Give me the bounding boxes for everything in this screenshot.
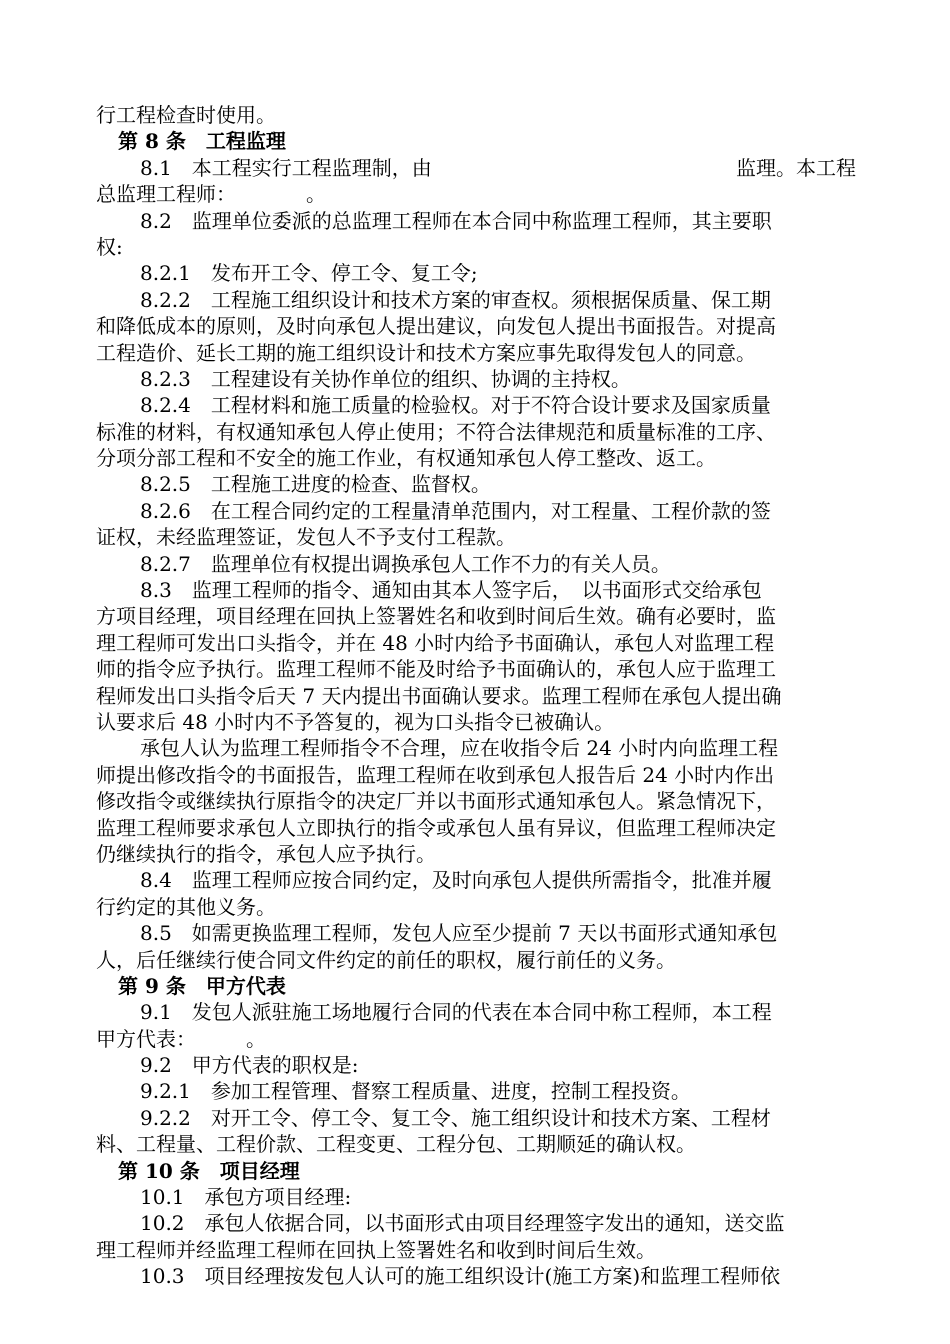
text-fragment: 监理。本工程 <box>736 155 856 180</box>
text-line: 证权，未经监理签证，发包人不予支付工程款。 <box>96 525 516 550</box>
text-line: 9.2.1 参加工程管理、督察工程质量、进度，控制工程投资。 <box>140 1079 691 1104</box>
text-line: 人，后任继续行使合同文件约定的前任的职权，履行前任的义务。 <box>96 947 676 972</box>
text-line: 分项分部工程和不安全的施工作业，有权通知承包人停工整改、返工。 <box>96 446 716 471</box>
text-line: 理工程师可发出口头指令，并在 48 小时内给予书面确认，承包人对监理工程 <box>96 630 775 655</box>
text-line: 监理工程师要求承包人立即执行的指令或承包人虽有异议，但监理工程师决定 <box>96 815 776 840</box>
text-line: 行约定的其他义务。 <box>96 894 276 919</box>
text-line: 9.2.2 对开工令、停工令、复工令、施工组织设计和技术方案、工程材 <box>140 1105 771 1130</box>
article-9-heading: 第 9 条 甲方代表 <box>118 973 286 998</box>
text-line: 理工程师并经监理工程师在回执上签署姓名和收到时间后生效。 <box>96 1237 656 1262</box>
text-line: 9.1 发包人派驻施工场地履行合同的代表在本合同中称工程师，本工程 <box>140 1000 772 1025</box>
text-line: 8.2.5 工程施工进度的检查、监督权。 <box>140 472 491 497</box>
text-line: 权: <box>96 234 123 259</box>
text-line: 8.2.4 工程材料和施工质量的检验权。对于不符合设计要求及国家质量 <box>140 393 771 418</box>
text-line: 认要求后 48 小时内不予答复的，视为口头指令已被确认。 <box>96 709 615 734</box>
text-line: 10.3 项目经理按发包人认可的施工组织设计(施工方案)和监理工程师依 <box>140 1264 781 1289</box>
text-line: 标准的材料，有权通知承包人停止使用；不符合法律规范和质量标准的工序、 <box>96 419 776 444</box>
text-line: 师提出修改指令的书面报告，监理工程师在收到承包人报告后 24 小时内作出 <box>96 762 775 787</box>
text-line: 8.2.3 工程建设有关协作单位的组织、协调的主持权。 <box>140 366 631 391</box>
text-line: 承包人认为监理工程师指令不合理，应在收指令后 24 小时内向监理工程 <box>140 736 779 761</box>
text-line: 程师发出口头指令后天 7 天内提出书面确认要求。监理工程师在承包人提出确 <box>96 683 782 708</box>
text-line: 10.2 承包人依据合同，以书面形式由项目经理签字发出的通知，送交监 <box>140 1211 785 1236</box>
text-fragment: 8.1 本工程实行工程监理制，由 <box>140 155 432 180</box>
text-line: 8.2.2 工程施工组织设计和技术方案的审查权。须根据保质量、保工期 <box>140 287 771 312</box>
text-line <box>96 155 856 181</box>
text-line: 8.4 监理工程师应按合同约定，及时向承包人提供所需指令，批准并履 <box>140 868 772 893</box>
text-line: 10.1 承包方项目经理: <box>140 1185 352 1210</box>
text-line: 8.2.6 在工程合同约定的工程量清单范围内，对工程量、工程价款的签 <box>140 498 771 523</box>
text-line: 8.2 监理单位委派的总监理工程师在本合同中称监理工程师，其主要职 <box>140 208 772 233</box>
article-8-heading: 第 8 条 工程监理 <box>118 129 286 154</box>
text-line: 8.2.7 监理单位有权提出调换承包人工作不力的有关人员。 <box>140 551 671 576</box>
text-line: 仍继续执行的指令，承包人应予执行。 <box>96 841 436 866</box>
text-line: 方项目经理，项目经理在回执上签署姓名和收到时间后生效。确有必要时，监 <box>96 604 776 629</box>
text-line: 和降低成本的原则，及时向承包人提出建议，向发包人提出书面报告。对提高 <box>96 314 776 339</box>
text-line: 8.2.1 发布开工令、停工令、复工令; <box>140 261 478 286</box>
text-line: 甲方代表： 。 <box>96 1026 266 1051</box>
text-line: 料、工程量、工程价款、工程变更、工程分包、工期顺延的确认权。 <box>96 1132 696 1157</box>
contract-page <box>96 102 856 1290</box>
text-line: 8.3 监理工程师的指令、通知由其本人签字后， 以书面形式交给承包 <box>140 578 762 603</box>
text-line: 修改指令或继续执行原指令的决定厂并以书面形式通知承包人。紧急情况下， <box>96 789 776 814</box>
text-line: 8.5 如需更换监理工程师，发包人应至少提前 7 天以书面形式通知承包 <box>140 921 778 946</box>
text-line: 行工程检查时使用。 <box>96 103 276 127</box>
article-10-heading: 第 10 条 项目经理 <box>118 1158 300 1183</box>
text-line: 师的指令应予执行。监理工程师不能及时给予书面确认的，承包人应于监理工 <box>96 657 776 682</box>
text-line: 工程造价、延长工期的施工组织设计和技术方案应事先取得发包人的同意。 <box>96 340 756 365</box>
text-line: 总监理工程师： 。 <box>96 182 326 207</box>
text-line: 9.2 甲方代表的职权是: <box>140 1053 359 1078</box>
